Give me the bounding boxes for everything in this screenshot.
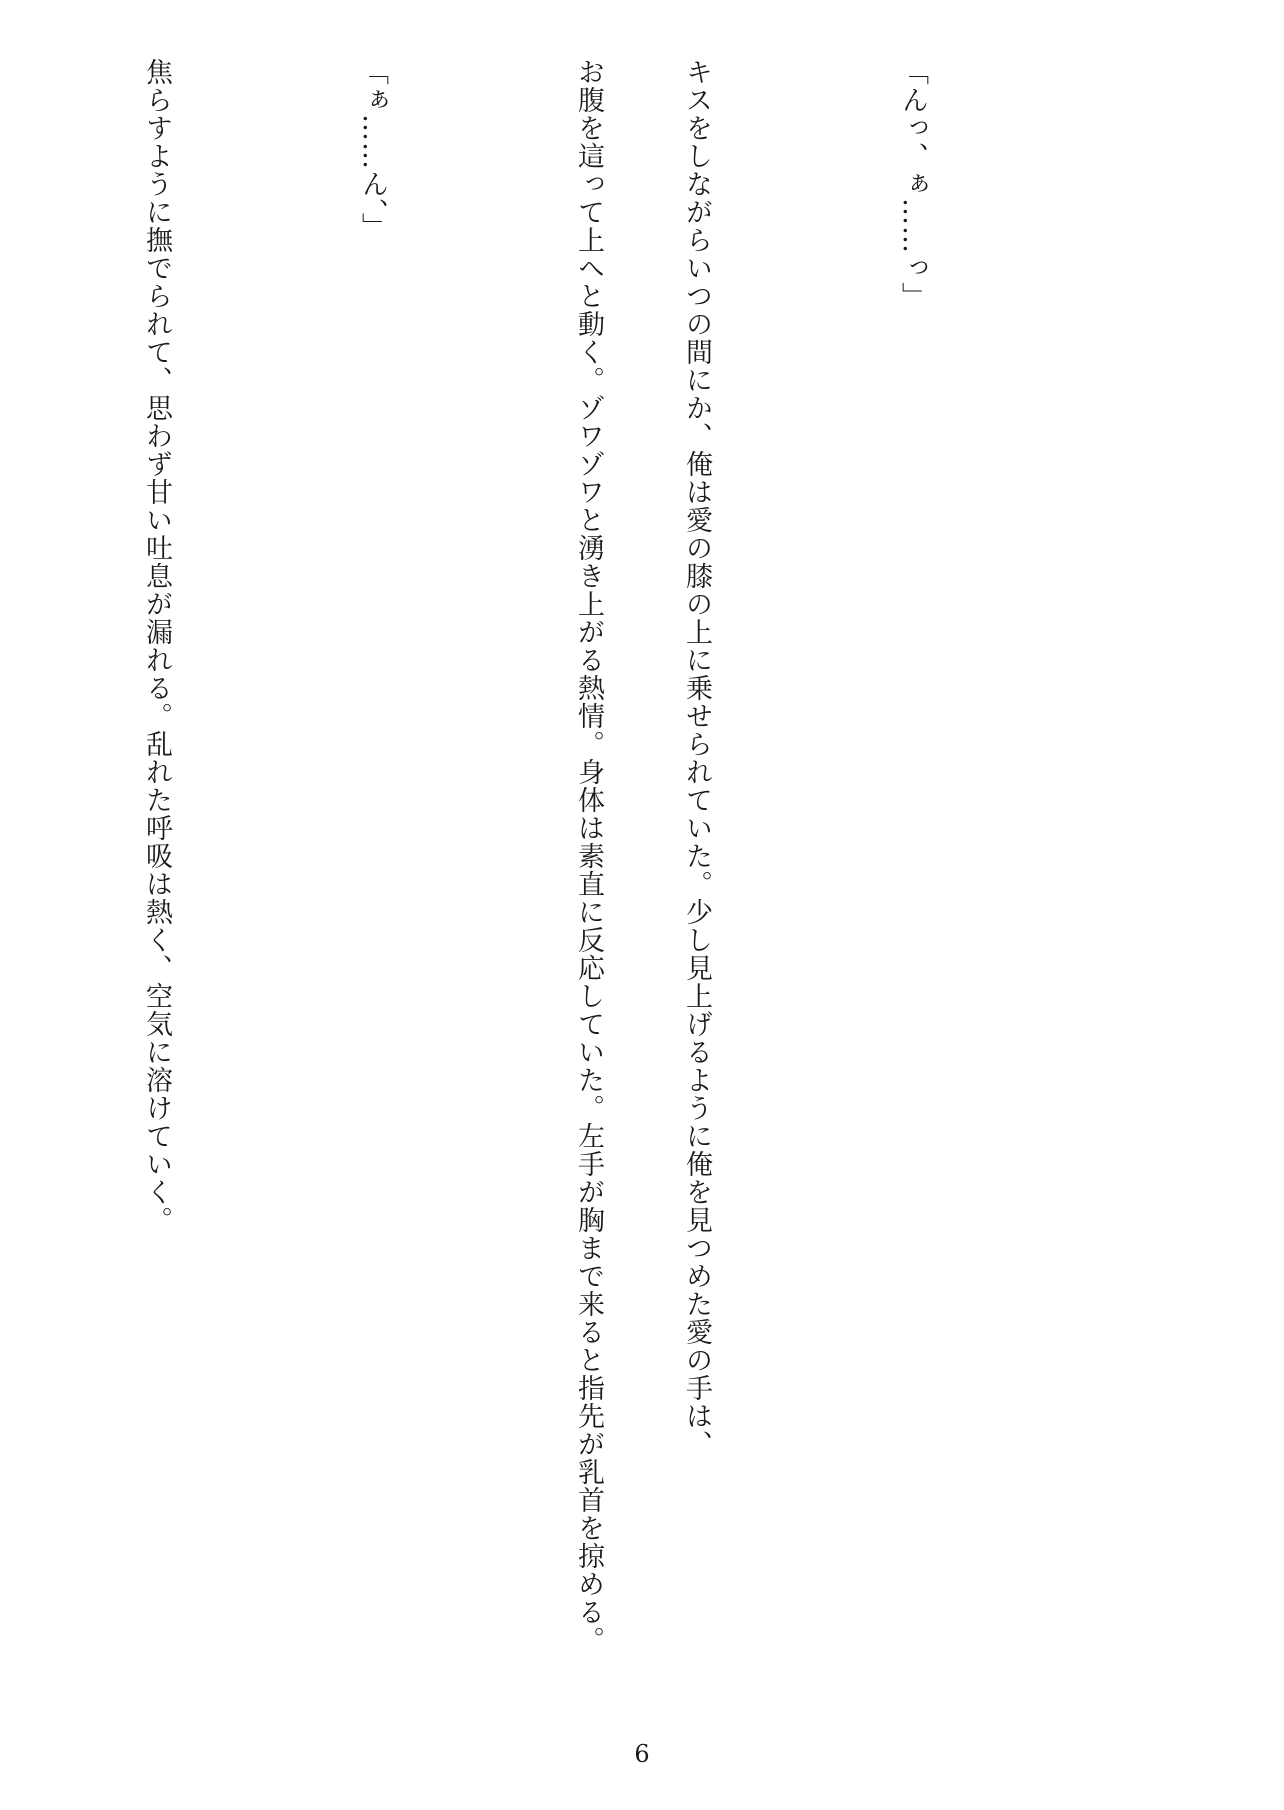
text-line: お腹を這って上へと動く。ゾワゾワと湧き上がる熱情。身体は素直に反応していた。左手が胸まで来ると指先が乳首を掠める。 <box>573 58 604 1654</box>
line-gap <box>786 58 822 1618</box>
page-number: 6 <box>634 1740 650 1768</box>
text-line: 焦らすように撫でられて、思わず甘い吐息が漏れる。乱れた呼吸は熱く、空気に溶けていく。 <box>141 58 172 1234</box>
line-gap <box>246 58 282 1618</box>
text-line: キスをしながらいつの間にか、俺は愛の膝の上に乗せられていた。少し見上げるように俺を見つめた愛の手は、 <box>681 58 712 1458</box>
vertical-text-body <box>0 58 1002 1654</box>
line-gap <box>30 58 66 1618</box>
line-gap <box>462 58 498 1618</box>
text-line: 「ぁ……ん、」 <box>357 58 388 241</box>
text-line: 「んっ、ぁ……っ」 <box>897 58 928 310</box>
